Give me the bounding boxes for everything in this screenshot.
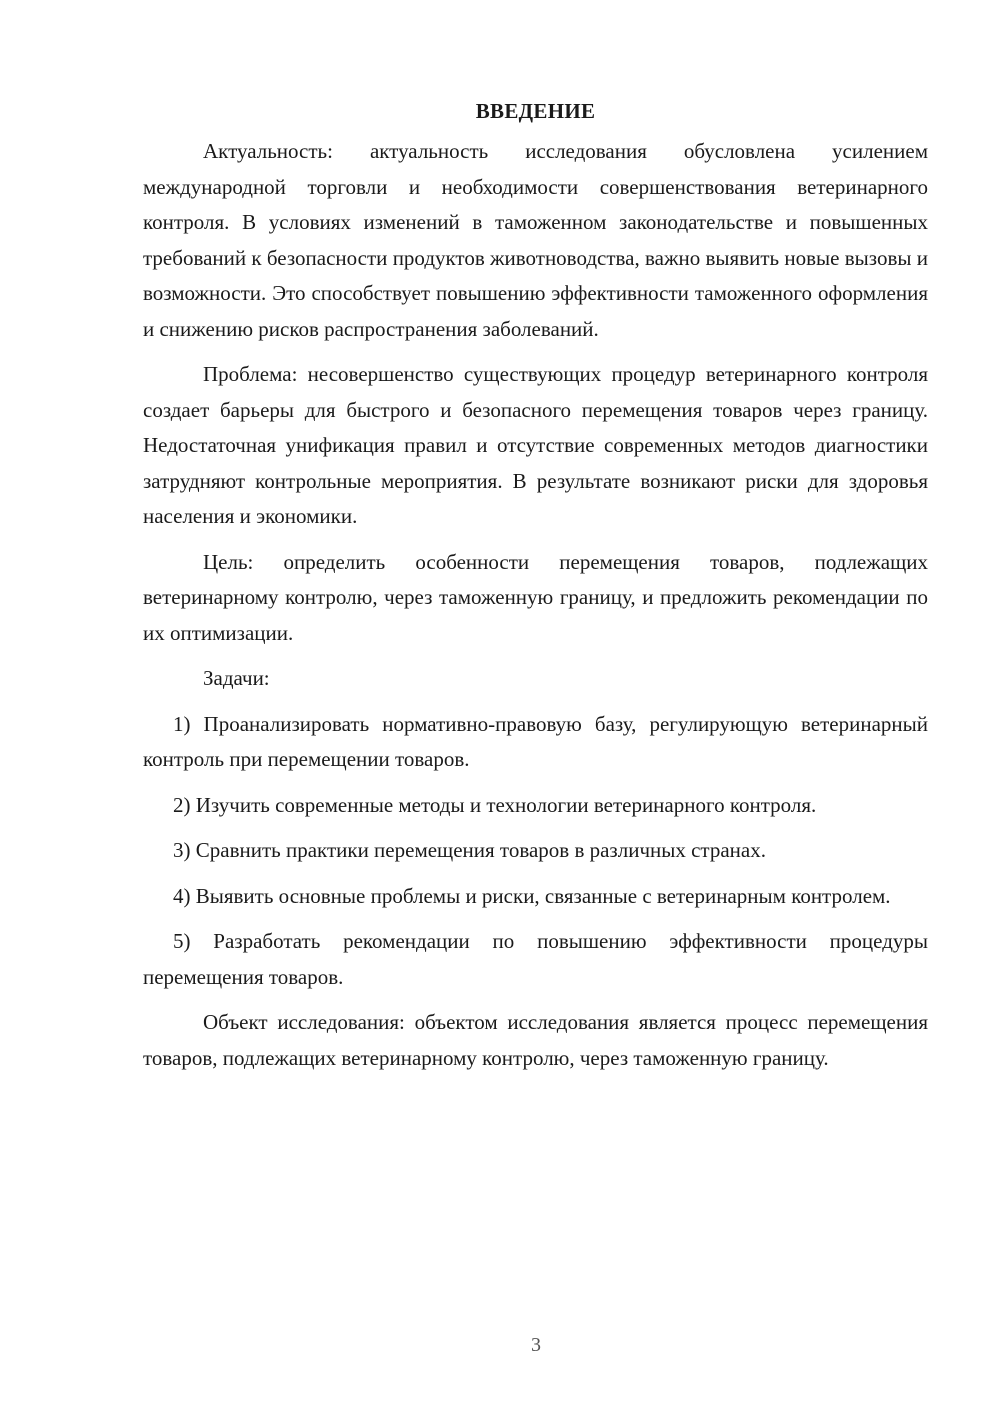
tasks-label: Задачи: — [203, 666, 270, 690]
document-body — [143, 96, 928, 1076]
object-paragraph: Объект исследования: объектом исследования является процесс перемещения товаров, подлежащих ветеринарному контролю, через таможенную границу. — [143, 1010, 928, 1070]
task-item: 3) Сравнить практики перемещения товаров в различных странах. — [173, 838, 766, 862]
relevance-paragraph: Актуальность: актуальность исследования обусловлена усилением международной торговли и необходимости совершенствования ветеринарного контроля. В условиях изменений в таможенном законодательстве и повышенных требований к безопасности продуктов животноводства, важно выявить новые вызовы и возможности. Это способствует повышению эффективности таможенного оформления и снижению рисков распространения заболеваний. — [143, 139, 928, 341]
task-item: 2) Изучить современные методы и технологии ветеринарного контроля. — [173, 792, 817, 817]
task-item: 5) Разработать рекомендации по повышению эффективности процедуры перемещения товаров. — [143, 929, 928, 989]
task-item: 4) Выявить основные проблемы и риски, связанные с ветеринарным контролем. — [173, 883, 891, 908]
problem-paragraph: Проблема: несовершенство существующих процедур ветеринарного контроля создает барьеры для быстрого и безопасного перемещения товаров через границу. Недостаточная унификация правил и отсутствие современных методов диагностики затрудняют контрольные мероприятия. В результате возникают риски для здоровья населения и экономики. — [143, 362, 928, 528]
section-heading: ВВЕДЕНИЕ — [475, 99, 596, 123]
page-number: 3 — [531, 1334, 541, 1356]
tasks-list — [143, 707, 928, 996]
task-item: 1) Проанализировать нормативно-правовую базу, регулирующую ветеринарный контроль при перемещении товаров. — [143, 711, 928, 771]
goal-paragraph: Цель: определить особенности перемещения товаров, подлежащих ветеринарному контролю, через таможенную границу, и предложить рекомендации по их оптимизации. — [143, 549, 928, 645]
